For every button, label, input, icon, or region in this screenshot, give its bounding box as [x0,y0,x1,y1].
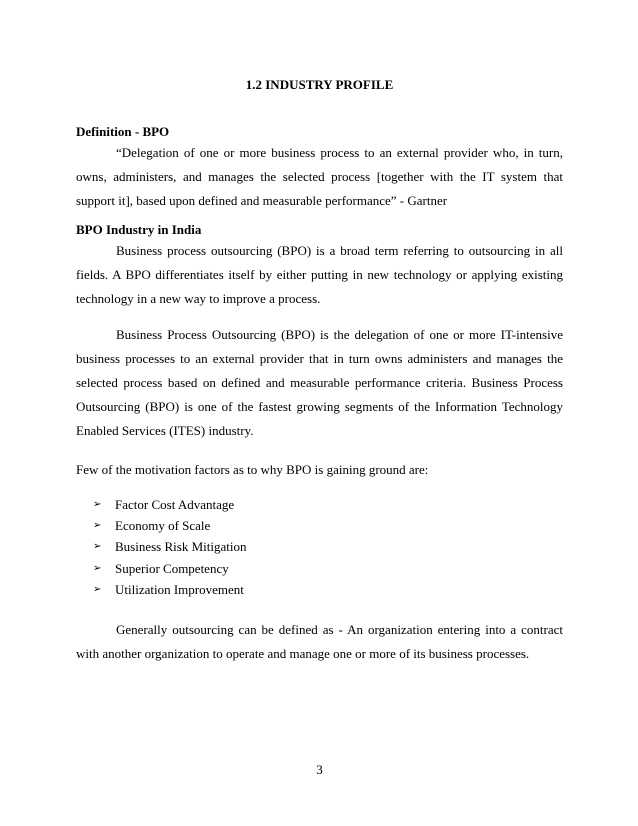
bpo-india-paragraph-2: Business Process Outsourcing (BPO) is the delegation of one or more IT-intensive business processes to an external provider that in turn owns administers and manages the selected process based on defined and measurable performance criteria. Business Process Outsourcing (BPO) is one of the fastest growing segments of the Information Technology Enabled Services (ITES) industry. [76,327,563,438]
list-item [93,518,246,539]
document-page [76,0,563,826]
definition-paragraph: “Delegation of one or more business process to an external provider who, in turn, owns, administers, and manages the selected process [together with the IT system that support it], based upon defined and measurable performance” - Gartner [76,145,563,208]
closing-paragraph: Generally outsourcing can be defined as - An organization entering into a contract with another organization to operate and manage one or more of its business processes. [76,622,563,661]
section-heading-definition-bpo: Definition - BPO [76,124,170,139]
list-item-label: Factor Cost Advantage [115,497,235,512]
list-item-label: Superior Competency [115,560,229,576]
motivation-factor-list [93,497,246,603]
arrow-bullet-icon: ➢ [93,520,102,532]
list-item-label: Economy of Scale [115,518,211,534]
arrow-bullet-icon: ➢ [93,541,102,553]
list-item-label: Utilization Improvement [115,581,244,597]
bpo-india-paragraph-1: Business process outsourcing (BPO) is a broad term referring to outsourcing in all fields. A BPO differentiates itself by either putting in new technology or applying existing technology in a new way to improve a process. [76,243,563,306]
motivation-intro: Few of the motivation factors as to why BPO is gaining ground are: [76,462,429,477]
page-title: 1.2 INDUSTRY PROFILE [245,77,394,92]
list-item [93,561,246,582]
list-item [93,497,246,518]
section-heading-bpo-india: BPO Industry in India [76,222,202,237]
arrow-bullet-icon: ➢ [93,562,102,574]
page-number: 3 [316,762,323,777]
arrow-bullet-icon: ➢ [93,499,102,510]
list-item [93,539,246,560]
list-item-label: Business Risk Mitigation [115,539,247,555]
arrow-bullet-icon: ➢ [93,583,102,595]
list-item [93,582,246,603]
